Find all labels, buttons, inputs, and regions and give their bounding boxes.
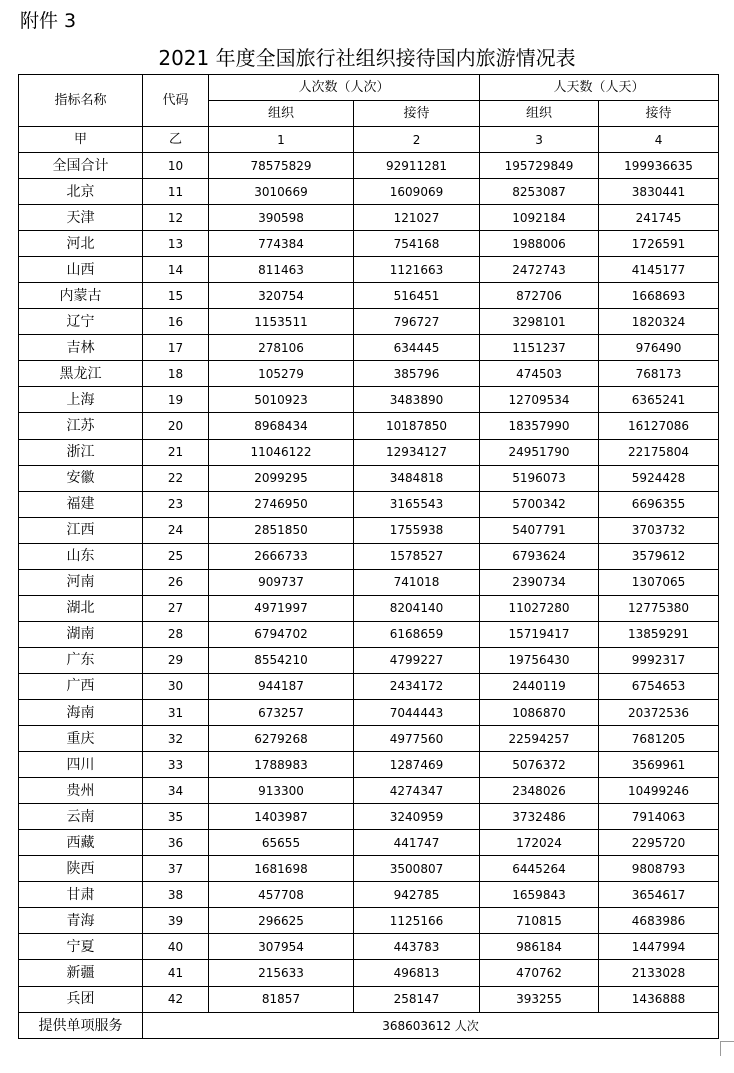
region-code: 37: [143, 856, 209, 882]
table-row: [19, 153, 719, 179]
times-receive: 1287469: [354, 752, 480, 778]
region-code: 38: [143, 882, 209, 908]
days-receive: 3569961: [599, 752, 719, 778]
index-cell: 3: [480, 127, 599, 153]
page-title: 2021 年度全国旅行社组织接待国内旅游情况表: [158, 46, 576, 70]
days-receive: 1307065: [599, 569, 719, 595]
table-row: [19, 257, 719, 283]
days-organize: 1659843: [480, 882, 599, 908]
times-organize: 81857: [209, 986, 354, 1013]
times-organize: 909737: [209, 569, 354, 595]
times-organize: 1403987: [209, 804, 354, 830]
days-receive: 12775380: [599, 595, 719, 621]
table-row: [19, 778, 719, 804]
table-row: [19, 752, 719, 778]
days-receive: 9808793: [599, 856, 719, 882]
region-code: 35: [143, 804, 209, 830]
days-receive: 6754653: [599, 673, 719, 699]
times-receive: 12934127: [354, 439, 480, 465]
days-receive: 2133028: [599, 960, 719, 986]
table-row: [19, 309, 719, 335]
days-organize: 18357990: [480, 413, 599, 439]
days-organize: 1092184: [480, 205, 599, 231]
table-row: [19, 491, 719, 517]
region-code: 16: [143, 309, 209, 335]
region-name: 黑龙江: [19, 361, 143, 387]
times-receive: 7044443: [354, 699, 480, 725]
times-receive: 1609069: [354, 179, 480, 205]
region-name: 江西: [19, 517, 143, 543]
days-receive: 768173: [599, 361, 719, 387]
times-receive: 754168: [354, 231, 480, 257]
days-organize: 195729849: [480, 153, 599, 179]
days-organize: 986184: [480, 934, 599, 960]
times-organize: 944187: [209, 673, 354, 699]
region-name: 四川: [19, 752, 143, 778]
times-organize: 1153511: [209, 309, 354, 335]
times-receive: 3483890: [354, 387, 480, 413]
days-organize: 15719417: [480, 621, 599, 647]
footer-row: [19, 1013, 719, 1039]
table-row: [19, 439, 719, 465]
region-name: 重庆: [19, 726, 143, 752]
region-code: 18: [143, 361, 209, 387]
days-receive: 9992317: [599, 647, 719, 673]
region-name: 上海: [19, 387, 143, 413]
region-name: 福建: [19, 491, 143, 517]
region-name: 山西: [19, 257, 143, 283]
region-code: 25: [143, 543, 209, 569]
times-organize: 307954: [209, 934, 354, 960]
days-organize: 3732486: [480, 804, 599, 830]
table-row: [19, 205, 719, 231]
table-row: [19, 830, 719, 856]
region-name: 辽宁: [19, 309, 143, 335]
days-organize: 474503: [480, 361, 599, 387]
table-row: [19, 569, 719, 595]
region-code: 12: [143, 205, 209, 231]
table-row: [19, 882, 719, 908]
region-name: 内蒙古: [19, 283, 143, 309]
region-name: 江苏: [19, 413, 143, 439]
table-row: [19, 934, 719, 960]
table-row: [19, 283, 719, 309]
days-receive: 5924428: [599, 465, 719, 491]
region-code: 40: [143, 934, 209, 960]
region-name: 宁夏: [19, 934, 143, 960]
days-receive: 22175804: [599, 439, 719, 465]
table-row: [19, 856, 719, 882]
region-code: 11: [143, 179, 209, 205]
region-code: 28: [143, 621, 209, 647]
days-organize: 393255: [480, 986, 599, 1013]
days-organize: 6445264: [480, 856, 599, 882]
times-receive: 3484818: [354, 465, 480, 491]
days-receive: 10499246: [599, 778, 719, 804]
days-receive: 1668693: [599, 283, 719, 309]
region-code: 41: [143, 960, 209, 986]
region-name: 陕西: [19, 856, 143, 882]
region-name: 云南: [19, 804, 143, 830]
footer-value: 368603612 人次: [143, 1013, 719, 1039]
region-code: 36: [143, 830, 209, 856]
index-row: [19, 127, 719, 153]
days-organize: 8253087: [480, 179, 599, 205]
footer-label: 提供单项服务: [19, 1013, 143, 1039]
days-organize: 5700342: [480, 491, 599, 517]
header-days-organize: 组织: [480, 101, 599, 127]
table-row: [19, 621, 719, 647]
times-organize: 774384: [209, 231, 354, 257]
times-receive: 92911281: [354, 153, 480, 179]
times-organize: 215633: [209, 960, 354, 986]
region-code: 23: [143, 491, 209, 517]
region-name: 安徽: [19, 465, 143, 491]
times-receive: 385796: [354, 361, 480, 387]
region-code: 24: [143, 517, 209, 543]
days-organize: 1086870: [480, 699, 599, 725]
days-receive: 1436888: [599, 986, 719, 1013]
days-organize: 172024: [480, 830, 599, 856]
days-receive: 3654617: [599, 882, 719, 908]
region-name: 浙江: [19, 439, 143, 465]
times-receive: 942785: [354, 882, 480, 908]
region-name: 湖北: [19, 595, 143, 621]
region-code: 20: [143, 413, 209, 439]
days-receive: 7914063: [599, 804, 719, 830]
header-days-receive: 接待: [599, 101, 719, 127]
days-organize: 19756430: [480, 647, 599, 673]
region-name: 海南: [19, 699, 143, 725]
days-receive: 20372536: [599, 699, 719, 725]
times-organize: 1681698: [209, 856, 354, 882]
table-row: [19, 673, 719, 699]
table-row: [19, 647, 719, 673]
header-times-organize: 组织: [209, 101, 354, 127]
days-receive: 1447994: [599, 934, 719, 960]
days-organize: 2440119: [480, 673, 599, 699]
days-organize: 470762: [480, 960, 599, 986]
times-organize: 913300: [209, 778, 354, 804]
region-code: 15: [143, 283, 209, 309]
times-organize: 11046122: [209, 439, 354, 465]
times-organize: 105279: [209, 361, 354, 387]
region-name: 北京: [19, 179, 143, 205]
region-name: 兵团: [19, 986, 143, 1013]
region-name: 吉林: [19, 335, 143, 361]
region-code: 31: [143, 699, 209, 725]
days-organize: 872706: [480, 283, 599, 309]
times-organize: 320754: [209, 283, 354, 309]
table-row: [19, 543, 719, 569]
region-name: 广东: [19, 647, 143, 673]
days-organize: 2348026: [480, 778, 599, 804]
days-receive: 2295720: [599, 830, 719, 856]
days-organize: 5196073: [480, 465, 599, 491]
times-receive: 6168659: [354, 621, 480, 647]
region-code: 34: [143, 778, 209, 804]
days-receive: 13859291: [599, 621, 719, 647]
times-receive: 3500807: [354, 856, 480, 882]
times-organize: 2099295: [209, 465, 354, 491]
region-code: 30: [143, 673, 209, 699]
region-code: 19: [143, 387, 209, 413]
index-cell: 乙: [143, 127, 209, 153]
days-receive: 199936635: [599, 153, 719, 179]
days-receive: 4145177: [599, 257, 719, 283]
table-row: [19, 699, 719, 725]
days-organize: 11027280: [480, 595, 599, 621]
times-receive: 741018: [354, 569, 480, 595]
table-row: [19, 179, 719, 205]
times-organize: 1788983: [209, 752, 354, 778]
region-code: 17: [143, 335, 209, 361]
page-corner-mark: [720, 1041, 734, 1056]
region-name: 河北: [19, 231, 143, 257]
table-row: [19, 986, 719, 1013]
region-name: 西藏: [19, 830, 143, 856]
days-receive: 6365241: [599, 387, 719, 413]
times-receive: 1578527: [354, 543, 480, 569]
days-organize: 710815: [480, 908, 599, 934]
days-organize: 24951790: [480, 439, 599, 465]
times-receive: 2434172: [354, 673, 480, 699]
times-receive: 796727: [354, 309, 480, 335]
days-organize: 22594257: [480, 726, 599, 752]
region-name: 河南: [19, 569, 143, 595]
table-row: [19, 413, 719, 439]
times-organize: 296625: [209, 908, 354, 934]
region-code: 14: [143, 257, 209, 283]
times-organize: 65655: [209, 830, 354, 856]
days-receive: 3703732: [599, 517, 719, 543]
days-organize: 2390734: [480, 569, 599, 595]
index-cell: 4: [599, 127, 719, 153]
days-receive: 4683986: [599, 908, 719, 934]
tourism-stats-table: [18, 74, 719, 1039]
region-code: 27: [143, 595, 209, 621]
times-organize: 278106: [209, 335, 354, 361]
table-row: [19, 335, 719, 361]
region-code: 39: [143, 908, 209, 934]
days-receive: 7681205: [599, 726, 719, 752]
region-code: 42: [143, 986, 209, 1013]
times-organize: 8554210: [209, 647, 354, 673]
times-organize: 6279268: [209, 726, 354, 752]
times-organize: 5010923: [209, 387, 354, 413]
region-name: 新疆: [19, 960, 143, 986]
region-name: 贵州: [19, 778, 143, 804]
table-row: [19, 361, 719, 387]
table-row: [19, 387, 719, 413]
times-receive: 10187850: [354, 413, 480, 439]
days-organize: 2472743: [480, 257, 599, 283]
times-receive: 4274347: [354, 778, 480, 804]
times-receive: 1121663: [354, 257, 480, 283]
header-indicator: 指标名称: [19, 75, 143, 127]
table-row: [19, 517, 719, 543]
days-receive: 3830441: [599, 179, 719, 205]
region-code: 10: [143, 153, 209, 179]
table-row: [19, 465, 719, 491]
region-name: 全国合计: [19, 153, 143, 179]
times-receive: 1755938: [354, 517, 480, 543]
times-organize: 2851850: [209, 517, 354, 543]
times-organize: 673257: [209, 699, 354, 725]
days-receive: 1820324: [599, 309, 719, 335]
days-organize: 1151237: [480, 335, 599, 361]
times-organize: 457708: [209, 882, 354, 908]
times-receive: 496813: [354, 960, 480, 986]
region-code: 32: [143, 726, 209, 752]
table-row: [19, 908, 719, 934]
times-receive: 516451: [354, 283, 480, 309]
times-receive: 121027: [354, 205, 480, 231]
days-receive: 1726591: [599, 231, 719, 257]
times-receive: 4799227: [354, 647, 480, 673]
header-person-times: 人次数（人次）: [209, 75, 480, 101]
region-code: 29: [143, 647, 209, 673]
times-receive: 1125166: [354, 908, 480, 934]
times-organize: 4971997: [209, 595, 354, 621]
times-organize: 78575829: [209, 153, 354, 179]
times-organize: 6794702: [209, 621, 354, 647]
days-receive: 3579612: [599, 543, 719, 569]
region-name: 山东: [19, 543, 143, 569]
times-receive: 443783: [354, 934, 480, 960]
header-times-receive: 接待: [354, 101, 480, 127]
days-organize: 1988006: [480, 231, 599, 257]
times-receive: 3165543: [354, 491, 480, 517]
region-name: 湖南: [19, 621, 143, 647]
days-organize: 6793624: [480, 543, 599, 569]
times-organize: 811463: [209, 257, 354, 283]
table-row: [19, 726, 719, 752]
times-organize: 8968434: [209, 413, 354, 439]
times-receive: 3240959: [354, 804, 480, 830]
table-row: [19, 804, 719, 830]
days-receive: 976490: [599, 335, 719, 361]
index-cell: 2: [354, 127, 480, 153]
table-row: [19, 960, 719, 986]
times-organize: 390598: [209, 205, 354, 231]
times-receive: 634445: [354, 335, 480, 361]
days-organize: 5407791: [480, 517, 599, 543]
times-receive: 441747: [354, 830, 480, 856]
days-organize: 5076372: [480, 752, 599, 778]
region-code: 33: [143, 752, 209, 778]
times-organize: 3010669: [209, 179, 354, 205]
index-cell: 1: [209, 127, 354, 153]
region-name: 青海: [19, 908, 143, 934]
index-cell: 甲: [19, 127, 143, 153]
table-row: [19, 231, 719, 257]
times-organize: 2666733: [209, 543, 354, 569]
days-receive: 241745: [599, 205, 719, 231]
days-receive: 16127086: [599, 413, 719, 439]
header-row-top: [19, 75, 719, 101]
region-code: 13: [143, 231, 209, 257]
days-receive: 6696355: [599, 491, 719, 517]
attachment-label: 附件 3: [20, 10, 77, 32]
region-code: 22: [143, 465, 209, 491]
region-name: 天津: [19, 205, 143, 231]
times-organize: 2746950: [209, 491, 354, 517]
days-organize: 12709534: [480, 387, 599, 413]
header-person-days: 人天数（人天）: [480, 75, 719, 101]
region-code: 21: [143, 439, 209, 465]
region-code: 26: [143, 569, 209, 595]
table-row: [19, 595, 719, 621]
times-receive: 4977560: [354, 726, 480, 752]
days-organize: 3298101: [480, 309, 599, 335]
region-name: 广西: [19, 673, 143, 699]
header-code: 代码: [143, 75, 209, 127]
times-receive: 258147: [354, 986, 480, 1013]
region-name: 甘肃: [19, 882, 143, 908]
times-receive: 8204140: [354, 595, 480, 621]
